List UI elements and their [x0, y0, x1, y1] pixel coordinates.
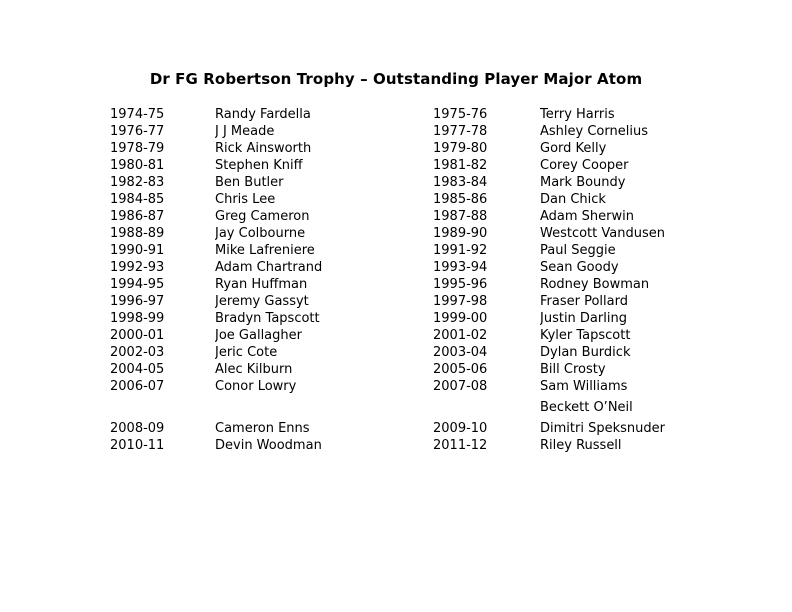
season-cell-right: 1993-94 — [433, 260, 488, 275]
table-row — [110, 106, 792, 123]
table-row — [110, 140, 792, 157]
player-cell-left: Alec Kilburn — [215, 362, 293, 377]
table-row — [110, 174, 792, 191]
player-cell-left: Devin Woodman — [215, 438, 322, 453]
player-cell-left: Cameron Enns — [215, 421, 310, 436]
player-cell-left: Chris Lee — [215, 192, 276, 207]
player-cell-left: Rick Ainsworth — [215, 141, 312, 156]
player-cell-right: Dylan Burdick — [540, 345, 631, 360]
table-row — [110, 361, 792, 378]
season-cell-right: 1983-84 — [433, 175, 488, 190]
season-cell-left: 1984-85 — [110, 192, 165, 207]
season-cell-right: 1979-80 — [433, 141, 488, 156]
table-row — [110, 276, 792, 293]
player-cell-left: Randy Fardella — [215, 107, 311, 122]
player-cell-right: Sam Williams — [540, 379, 628, 394]
season-cell-right: 2011-12 — [433, 438, 488, 453]
player-cell-right: Mark Boundy — [540, 175, 626, 190]
season-cell-right: 1999-00 — [433, 311, 488, 326]
season-cell-right: 1995-96 — [433, 277, 488, 292]
player-cell-left: Jeric Cote — [215, 345, 278, 360]
player-cell-right: Corey Cooper — [540, 158, 629, 173]
player-cell-left: Bradyn Tapscott — [215, 311, 320, 326]
season-cell-right: 1997-98 — [433, 294, 488, 309]
season-cell-left: 2008-09 — [110, 421, 165, 436]
player-cell-left: Joe Gallagher — [215, 328, 302, 343]
player-cell-left: Ben Butler — [215, 175, 284, 190]
player-cell-right: Westcott Vandusen — [540, 226, 665, 241]
season-cell-left: 1982-83 — [110, 175, 165, 190]
player-cell-left — [215, 399, 433, 416]
season-cell-right: 1985-86 — [433, 192, 488, 207]
season-cell-right: 1987-88 — [433, 209, 488, 224]
season-cell-right: 1989-90 — [433, 226, 488, 241]
table-row — [110, 420, 792, 437]
table-row — [110, 437, 792, 454]
player-cell-left: J J Meade — [215, 124, 275, 139]
season-cell-left: 1992-93 — [110, 260, 165, 275]
season-cell-left: 1990-91 — [110, 243, 165, 258]
player-cell-right: Beckett O’Neil — [540, 400, 633, 415]
player-cell-left: Jay Colbourne — [215, 226, 306, 241]
season-cell-left: 1996-97 — [110, 294, 165, 309]
season-cell-left — [110, 399, 215, 416]
player-cell-right: Justin Darling — [540, 311, 627, 326]
player-cell-left: Greg Cameron — [215, 209, 310, 224]
table-row — [110, 399, 792, 416]
winners-table — [110, 106, 792, 454]
table-row — [110, 310, 792, 327]
player-cell-right: Riley Russell — [540, 438, 622, 453]
season-cell-left: 2000-01 — [110, 328, 165, 343]
table-row — [110, 225, 792, 242]
season-cell-left: 1976-77 — [110, 124, 165, 139]
player-cell-left: Stephen Kniff — [215, 158, 303, 173]
season-cell-left: 1980-81 — [110, 158, 165, 173]
season-cell-left: 2006-07 — [110, 379, 165, 394]
player-cell-right: Rodney Bowman — [540, 277, 650, 292]
player-cell-right: Terry Harris — [540, 107, 615, 122]
player-cell-right: Dan Chick — [540, 192, 606, 207]
page-title: Dr FG Robertson Trophy – Outstanding Player Major Atom — [149, 70, 643, 88]
table-row — [110, 259, 792, 276]
season-cell-right: 2005-06 — [433, 362, 488, 377]
player-cell-right: Fraser Pollard — [540, 294, 628, 309]
table-row — [110, 157, 792, 174]
player-cell-right: Kyler Tapscott — [540, 328, 631, 343]
season-cell-right: 2007-08 — [433, 379, 488, 394]
season-cell-right: 2009-10 — [433, 421, 488, 436]
table-row — [110, 293, 792, 310]
season-cell-left: 2010-11 — [110, 438, 165, 453]
season-cell-right — [433, 399, 540, 416]
player-cell-right: Gord Kelly — [540, 141, 607, 156]
season-cell-left: 1986-87 — [110, 209, 165, 224]
season-cell-left: 1978-79 — [110, 141, 165, 156]
player-cell-right: Adam Sherwin — [540, 209, 634, 224]
player-cell-left: Adam Chartrand — [215, 260, 323, 275]
player-cell-left: Conor Lowry — [215, 379, 297, 394]
season-cell-left: 2004-05 — [110, 362, 165, 377]
season-cell-left: 1998-99 — [110, 311, 165, 326]
season-cell-right: 1977-78 — [433, 124, 488, 139]
player-cell-right: Sean Goody — [540, 260, 619, 275]
player-cell-left: Ryan Huffman — [215, 277, 308, 292]
season-cell-right: 1975-76 — [433, 107, 488, 122]
table-row — [110, 123, 792, 140]
season-cell-left: 2002-03 — [110, 345, 165, 360]
player-cell-right: Ashley Cornelius — [540, 124, 648, 139]
table-row — [110, 242, 792, 259]
season-cell-right: 1991-92 — [433, 243, 488, 258]
table-row — [110, 191, 792, 208]
player-cell-left: Jeremy Gassyt — [215, 294, 309, 309]
table-row — [110, 327, 792, 344]
player-cell-left: Mike Lafreniere — [215, 243, 315, 258]
season-cell-left: 1994-95 — [110, 277, 165, 292]
season-cell-left: 1988-89 — [110, 226, 165, 241]
season-cell-right: 2003-04 — [433, 345, 488, 360]
table-row — [110, 208, 792, 225]
table-row — [110, 344, 792, 361]
player-cell-right: Paul Seggie — [540, 243, 616, 258]
player-cell-right: Dimitri Speksnuder — [540, 421, 665, 436]
season-cell-right: 2001-02 — [433, 328, 488, 343]
season-cell-right: 1981-82 — [433, 158, 488, 173]
season-cell-left: 1974-75 — [110, 107, 165, 122]
table-row — [110, 378, 792, 395]
player-cell-right: Bill Crosty — [540, 362, 606, 377]
